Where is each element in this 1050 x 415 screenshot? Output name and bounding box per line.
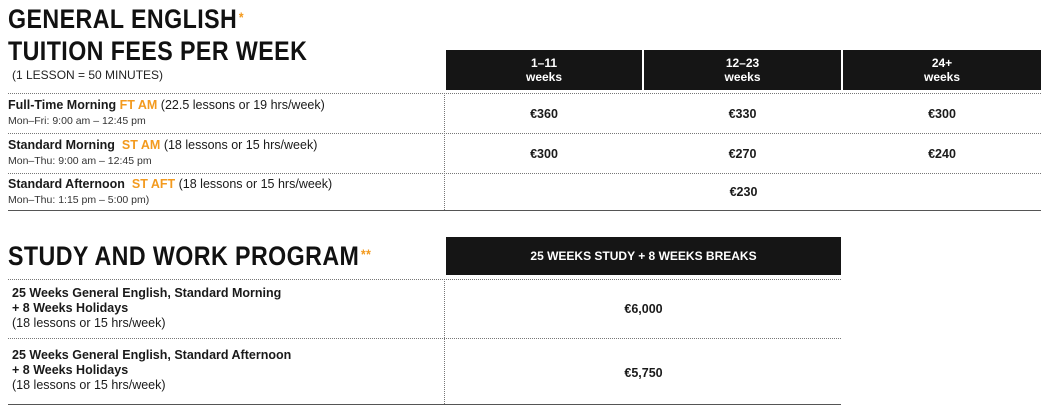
price-cell: €300	[928, 107, 956, 121]
price-cell: €330	[728, 107, 757, 121]
column-divider	[444, 93, 445, 210]
table-row-study-work-morning: 25 Weeks General English, Standard Morning + 8 Weeks Holidays (18 lessons or 15 hrs/week)	[12, 286, 282, 330]
section1-subtitle: (1 LESSON = 50 MINUTES)	[12, 68, 164, 82]
price-cell-merged: €230	[729, 185, 758, 199]
table-bottom-border	[8, 210, 1041, 211]
row-schedule: Mon–Fri: 9:00 am – 12:45 pm	[8, 115, 146, 127]
table-row-study-work-afternoon: 25 Weeks General English, Standard Afternoon + 8 Weeks Holidays (18 lessons or 15 hrs/week)	[12, 348, 292, 392]
price-cell: €300	[530, 147, 558, 161]
table-row-ft-am: Full-Time Morning FT AM (22.5 lessons or 19 hrs/week)	[8, 98, 325, 112]
footnote-marker: **	[361, 246, 372, 262]
column-header-12-23-weeks: 12–23 weeks	[644, 50, 841, 90]
table-bottom-border	[8, 404, 841, 405]
section2-title: STUDY AND WORK PROGRAM **	[8, 241, 372, 271]
course-tag: ST AM	[121, 138, 161, 152]
price-cell: €360	[530, 107, 558, 121]
table-divider	[8, 93, 1041, 94]
price-cell: €270	[728, 147, 757, 161]
section1-title-line2: TUITION FEES PER WEEK	[8, 36, 308, 66]
price-cell: €240	[928, 147, 956, 161]
table-row-st-am: Standard Morning ST AM (18 lessons or 15 hrs/week)	[8, 138, 318, 152]
course-tag: FT AM	[119, 98, 158, 112]
column-divider	[444, 279, 445, 404]
table-divider	[8, 133, 1041, 134]
column-header-1-11-weeks: 1–11 weeks	[446, 50, 642, 90]
column-header-24-plus-weeks: 24+ weeks	[843, 50, 1041, 90]
section2-column-header: 25 WEEKS STUDY + 8 WEEKS BREAKS	[446, 237, 841, 275]
row-schedule: Mon–Thu: 1:15 pm – 5:00 pm)	[8, 194, 150, 206]
footnote-marker: *	[238, 9, 245, 25]
course-tag: ST AFT	[131, 177, 176, 191]
row-schedule: Mon–Thu: 9:00 am – 12:45 pm	[8, 155, 152, 167]
price-cell: €5,750	[624, 366, 663, 380]
table-divider	[8, 338, 841, 339]
section1-title-line1: GENERAL ENGLISH *	[8, 4, 245, 34]
price-cell: €6,000	[624, 302, 663, 316]
table-divider	[8, 173, 1041, 174]
table-divider	[8, 279, 841, 280]
table-row-st-aft: Standard Afternoon ST AFT (18 lessons or 15 hrs/week)	[8, 177, 333, 191]
